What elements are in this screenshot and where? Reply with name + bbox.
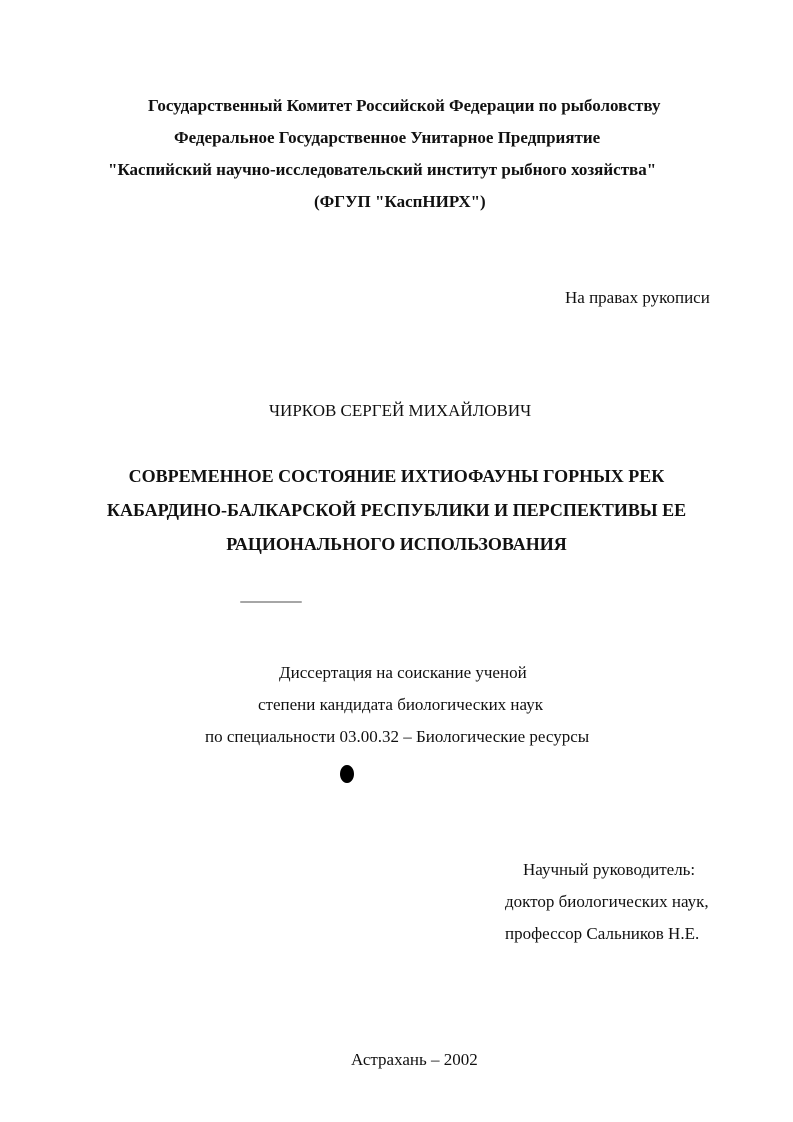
header-line-abbreviation: (ФГУП "КаспНИРХ") — [314, 192, 486, 211]
city-year: Астрахань – 2002 — [351, 1050, 478, 1069]
thesis-title-line-2: КАБАРДИНО-БАЛКАРСКОЙ РЕСПУБЛИКИ И ПЕРСПЕКТИВЫ ЕЕ — [106, 500, 687, 520]
dissertation-line-1: Диссертация на соискание ученой — [279, 663, 527, 682]
dissertation-line-3: по специальности 03.00.32 – Биологические ресурсы — [205, 727, 590, 746]
rights-note: На правах рукописи — [565, 288, 710, 307]
header-line-committee: Государственный Комитет Российской Федерации по рыболовству — [148, 96, 661, 115]
thesis-title-line-3: РАЦИОНАЛЬНОГО ИСПОЛЬЗОВАНИЯ — [226, 534, 567, 554]
header-line-enterprise: Федеральное Государственное Унитарное Предприятие — [174, 128, 601, 147]
ink-blot — [340, 765, 354, 783]
author-name: ЧИРКОВ СЕРГЕЙ МИХАЙЛОВИЧ — [269, 401, 532, 420]
supervisor-name: профессор Сальников Н.Е. — [505, 924, 700, 943]
thesis-title-line-1: СОВРЕМЕННОЕ СОСТОЯНИЕ ИХТИОФАУНЫ ГОРНЫХ РЕК — [128, 466, 665, 486]
supervisor-degree: доктор биологических наук, — [505, 892, 709, 911]
scan-streak — [240, 601, 302, 603]
supervisor-label: Научный руководитель: — [523, 860, 696, 879]
dissertation-line-2: степени кандидата биологических наук — [258, 695, 543, 714]
header-line-institute: "Каспийский научно-исследовательский институт рыбного хозяйства" — [108, 160, 657, 179]
